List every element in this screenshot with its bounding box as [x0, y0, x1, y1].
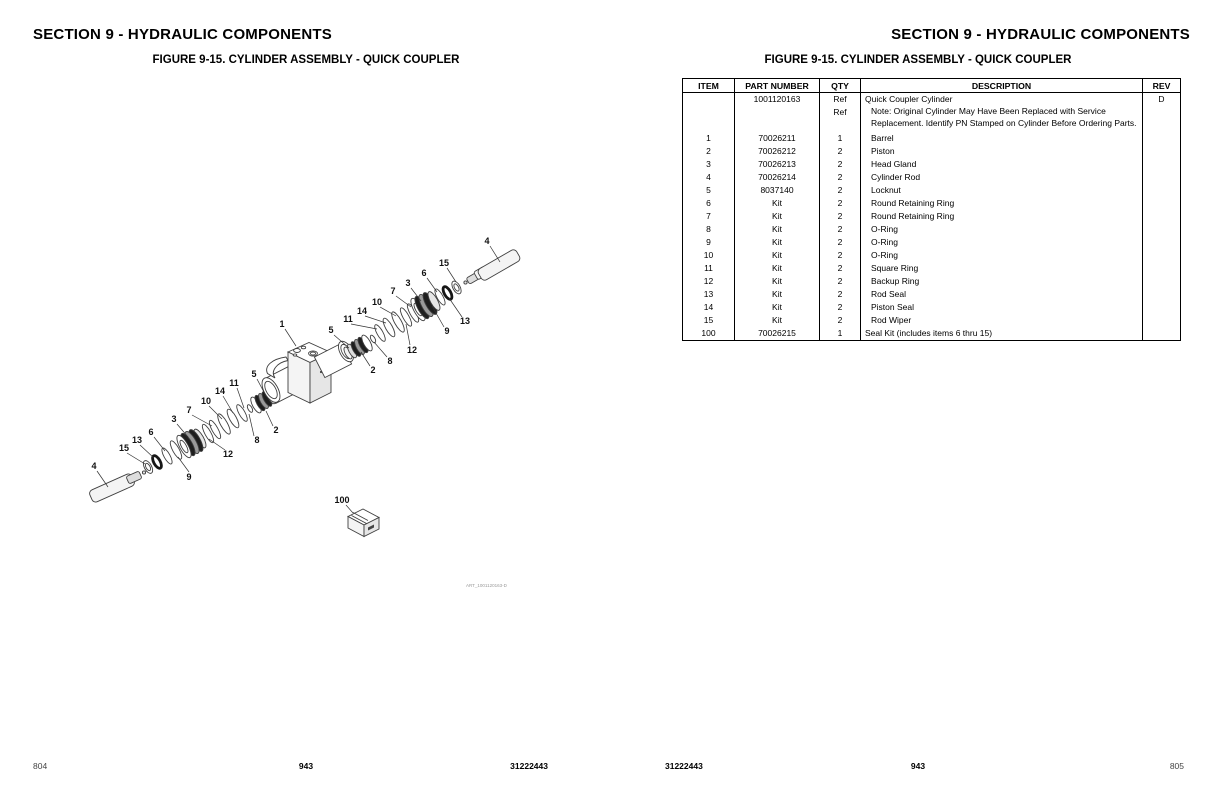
cell-item: 15: [703, 315, 714, 325]
cell-qty: 2: [820, 145, 861, 158]
callout-leader-6: [154, 437, 165, 451]
cell-qty: 2: [820, 288, 861, 301]
callout-label-15: 15: [438, 258, 450, 268]
callout-leader-6: [427, 278, 437, 292]
cell-rev: [1143, 158, 1181, 171]
table-row: [683, 275, 1181, 288]
cell-qty: 2: [820, 301, 861, 314]
cell-item: [683, 106, 735, 132]
cell-part: Kit: [735, 301, 820, 314]
cell-item: 1: [706, 133, 711, 143]
callout-label-12: 12: [406, 345, 418, 355]
cell-part: Kit: [735, 210, 820, 223]
callout-leader-10: [380, 307, 396, 316]
cell-qty: 2: [820, 197, 861, 210]
cell-item: 6: [706, 198, 711, 208]
table-row: [683, 314, 1181, 327]
cell-rev: [1143, 301, 1181, 314]
callout-label-13: 13: [131, 435, 143, 445]
parts-table-header-row: [683, 79, 1181, 93]
cell-item: 11: [704, 263, 713, 273]
cell-desc: Seal Kit (includes items 6 thru 15): [861, 327, 1143, 341]
table-row: [683, 132, 1181, 145]
cell-desc: Note: Original Cylinder May Have Been Replaced with Service Replacement. Identify PN Stamped on Cylinder Before Ordering Parts.: [861, 106, 1143, 132]
figure-title-left: FIGURE 9-15. CYLINDER ASSEMBLY - QUICK COUPLER: [152, 54, 460, 66]
table-row: [683, 197, 1181, 210]
cell-part: 70026213: [735, 158, 820, 171]
callout-label-14: 14: [356, 306, 368, 316]
callout-label-6: 6: [421, 268, 427, 278]
book-number-left: 943: [298, 761, 314, 771]
cell-rev: [1143, 275, 1181, 288]
callout-leader-7: [192, 415, 212, 426]
cell-part: 1001120163: [735, 93, 820, 107]
cell-item: 8: [706, 224, 711, 234]
callout-leader-1: [285, 329, 296, 346]
note-row: [683, 106, 1181, 132]
barrel-block: [258, 339, 356, 405]
cell-desc: O-Ring: [861, 249, 1143, 262]
callout-label-100: 100: [334, 495, 350, 505]
table-row: [683, 262, 1181, 275]
page-number-right: 805: [1169, 761, 1184, 771]
callout-label-5: 5: [251, 369, 257, 379]
cell-item: 12: [703, 276, 714, 286]
cell-rev: D: [1143, 93, 1181, 107]
callout-leader-9: [178, 457, 189, 472]
art-reference-label: ART_1001120163-D: [466, 583, 507, 588]
cell-rev: [1143, 288, 1181, 301]
callout-label-8: 8: [254, 435, 260, 445]
cell-rev: [1143, 132, 1181, 145]
o-ring-10-lower: [215, 412, 232, 435]
callout-leader-2: [266, 411, 273, 426]
cell-item: 13: [703, 289, 714, 299]
cell-part: 8037140: [735, 184, 820, 197]
cell-rev: [1143, 236, 1181, 249]
callout-leader-7: [396, 296, 411, 307]
cell-qty: Ref: [820, 93, 861, 107]
cell-item: 9: [706, 237, 711, 247]
piston-locknut-upper: [342, 334, 374, 360]
book-number-right: 943: [910, 761, 926, 771]
cell-desc: Round Retaining Ring: [861, 197, 1143, 210]
cell-desc: Quick Coupler Cylinder: [861, 93, 1143, 107]
cell-item: 100: [701, 328, 716, 338]
cell-qty: 2: [820, 262, 861, 275]
callout-label-5: 5: [328, 325, 334, 335]
piston-seal-lower: [225, 408, 241, 429]
callout-label-1: 1: [279, 319, 285, 329]
callout-label-3: 3: [405, 278, 411, 288]
cell-qty: 2: [820, 275, 861, 288]
right-page: [612, 0, 1224, 792]
cell-desc: Locknut: [861, 184, 1143, 197]
cell-part: Kit: [735, 197, 820, 210]
cell-item: 3: [706, 159, 711, 169]
table-row: [683, 288, 1181, 301]
page-number-left: 804: [33, 761, 48, 771]
cell-rev: [1143, 171, 1181, 184]
section-title-right: SECTION 9 - HYDRAULIC COMPONENTS: [891, 26, 1190, 43]
callout-label-9: 9: [186, 472, 192, 482]
cell-part: Kit: [735, 314, 820, 327]
callout-label-2: 2: [273, 425, 279, 435]
cell-qty: 2: [820, 158, 861, 171]
callout-label-13: 13: [459, 316, 471, 326]
callout-leader-8: [374, 342, 387, 357]
doc-number-left: 31222443: [510, 761, 548, 771]
callout-label-11: 11: [343, 314, 353, 324]
table-row: [683, 223, 1181, 236]
head-gland-upper: [408, 290, 442, 322]
cell-item: 10: [703, 250, 714, 260]
parts-table: [682, 78, 1181, 341]
callout-label-4: 4: [484, 236, 490, 246]
section-title-left: SECTION 9 - HYDRAULIC COMPONENTS: [33, 26, 332, 43]
cell-item: [683, 93, 735, 107]
cell-rev: [1143, 262, 1181, 275]
cell-rev: [1143, 223, 1181, 236]
parts-table-body: [683, 93, 1181, 341]
callout-leader-15: [127, 453, 145, 464]
figure-title-right: FIGURE 9-15. CYLINDER ASSEMBLY - QUICK COUPLER: [764, 54, 1072, 66]
callout-leader-4: [97, 471, 108, 487]
callout-label-3: 3: [171, 414, 177, 424]
cell-desc: Piston: [861, 145, 1143, 158]
cell-part: 70026212: [735, 145, 820, 158]
col-header-rev: REV: [1143, 79, 1181, 93]
cell-qty: 2: [820, 223, 861, 236]
cell-item: 14: [703, 302, 714, 312]
table-row: [683, 327, 1181, 341]
callout-leader-100: [346, 505, 353, 513]
cell-qty: Ref: [820, 106, 861, 132]
cell-rev: [1143, 327, 1181, 341]
col-header-part-number: PART NUMBER: [735, 79, 820, 93]
cell-rev: [1143, 184, 1181, 197]
callout-leader-13: [140, 445, 154, 458]
callout-label-14: 14: [214, 386, 226, 396]
cell-part: Kit: [735, 249, 820, 262]
cell-qty: 2: [820, 314, 861, 327]
cell-item: 4: [706, 172, 711, 182]
cell-rev: [1143, 210, 1181, 223]
cell-desc: Rod Wiper: [861, 314, 1143, 327]
table-row: [683, 210, 1181, 223]
cylinder-rod-lower: [88, 471, 145, 503]
cell-part: 70026215: [735, 327, 820, 341]
cell-qty: 2: [820, 249, 861, 262]
callout-leader-11: [351, 324, 377, 329]
head-gland-lower: [174, 428, 208, 460]
cell-part: Kit: [735, 223, 820, 236]
cylinder-rod-upper: [464, 248, 521, 284]
callout-label-12: 12: [222, 449, 234, 459]
callout-leader-2: [361, 352, 370, 366]
table-row: [683, 236, 1181, 249]
callout-label-8: 8: [387, 356, 393, 366]
table-row: [683, 158, 1181, 171]
callout-label-10: 10: [371, 297, 383, 307]
cell-part: Kit: [735, 275, 820, 288]
cell-part: Kit: [735, 236, 820, 249]
cell-part: Kit: [735, 262, 820, 275]
callout-label-4: 4: [91, 461, 97, 471]
callout-label-10: 10: [200, 396, 212, 406]
callout-leader-14: [223, 396, 233, 413]
cell-desc: Barrel: [861, 132, 1143, 145]
doc-number-right: 31222443: [665, 761, 703, 771]
cell-qty: 2: [820, 236, 861, 249]
col-header-description: DESCRIPTION: [861, 79, 1143, 93]
cell-part: Kit: [735, 288, 820, 301]
callout-leader-15: [447, 268, 456, 282]
cell-rev: [1143, 197, 1181, 210]
cell-desc: Round Retaining Ring: [861, 210, 1143, 223]
cell-qty: 1: [820, 132, 861, 145]
table-row: [683, 171, 1181, 184]
col-header-qty: QTY: [820, 79, 861, 93]
cell-item: 5: [706, 185, 711, 195]
cell-desc: Rod Seal: [861, 288, 1143, 301]
cell-qty: 2: [820, 210, 861, 223]
table-row: [683, 93, 1181, 107]
callout-leader-10: [209, 406, 222, 419]
table-row: [683, 301, 1181, 314]
cell-rev: [1143, 314, 1181, 327]
col-header-item: ITEM: [683, 79, 735, 93]
table-row: [683, 184, 1181, 197]
cell-desc: O-Ring: [861, 236, 1143, 249]
piston-seal-upper: [381, 317, 397, 338]
cell-desc: Cylinder Rod: [861, 171, 1143, 184]
cell-desc: Square Ring: [861, 262, 1143, 275]
callout-label-7: 7: [186, 405, 192, 415]
callout-leader-8: [249, 414, 254, 436]
table-row: [683, 249, 1181, 262]
cell-rev: [1143, 249, 1181, 262]
callout-leader-12: [406, 324, 410, 345]
cell-desc: Head Gland: [861, 158, 1143, 171]
cell-qty: 2: [820, 184, 861, 197]
table-row: [683, 145, 1181, 158]
retaining-ring-2-lower: [207, 419, 222, 440]
callout-label-7: 7: [390, 286, 396, 296]
cell-desc: Backup Ring: [861, 275, 1143, 288]
callout-leader-13: [449, 298, 462, 317]
cell-part: [735, 106, 820, 132]
cell-desc: Piston Seal: [861, 301, 1143, 314]
cell-qty: 1: [820, 327, 861, 341]
cell-rev: [1143, 145, 1181, 158]
cell-rev: [1143, 106, 1181, 132]
cell-qty: 2: [820, 171, 861, 184]
callout-label-11: 11: [229, 378, 239, 388]
callout-label-9: 9: [444, 326, 450, 336]
callout-label-15: 15: [118, 443, 130, 453]
cell-part: 70026214: [735, 171, 820, 184]
cell-part: 70026211: [735, 132, 820, 145]
cell-item: 7: [706, 211, 711, 221]
callout-label-2: 2: [370, 365, 376, 375]
cell-item: 2: [706, 146, 711, 156]
rod-seal-upper: [441, 285, 453, 300]
callout-label-6: 6: [148, 427, 154, 437]
cell-desc: O-Ring: [861, 223, 1143, 236]
